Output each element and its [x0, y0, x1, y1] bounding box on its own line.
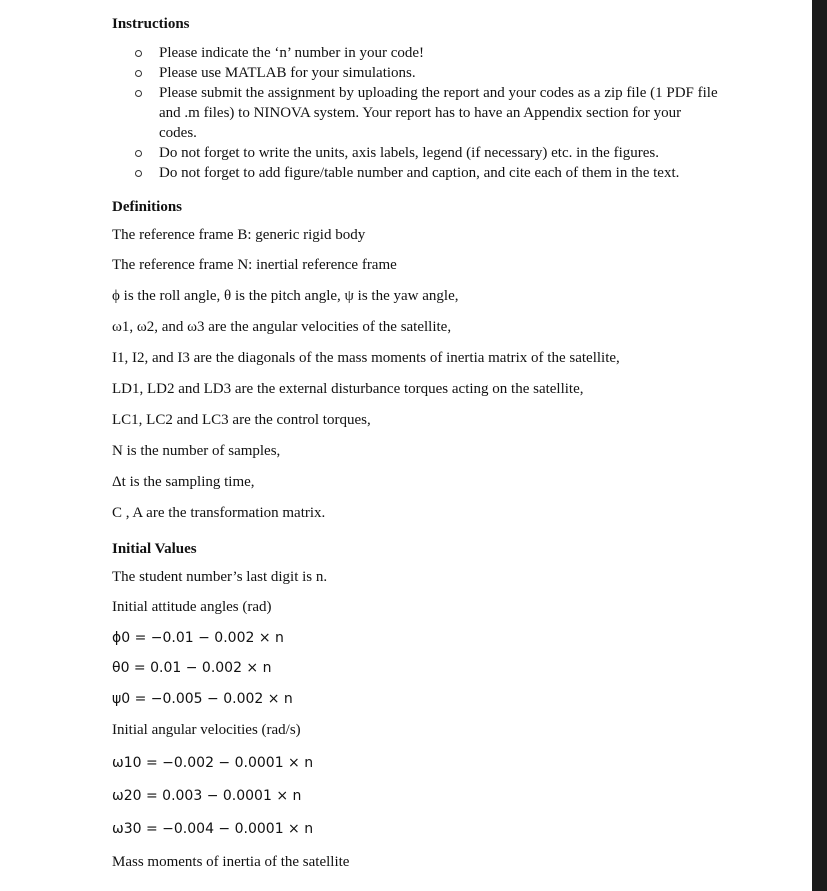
definition-angles: ϕ is the roll angle, θ is the pitch angle, ψ is the yaw angle, — [112, 288, 459, 304]
initial-values-heading: Initial Values — [112, 541, 197, 557]
bullet-icon — [135, 90, 142, 97]
list-item — [112, 43, 424, 63]
definition-transformation: C , A are the transformation matrix. — [112, 505, 326, 521]
list-item — [112, 163, 679, 183]
w10-equation: ω10 = −0.002 − 0.0001 × n — [112, 755, 314, 771]
definition-control-torques: LC1, LC2 and LC3 are the control torques, — [112, 412, 371, 428]
instructions-heading: Instructions — [112, 16, 190, 32]
list-item-text: Do not forget to write the units, axis labels, legend (if necessary) etc. in the figures. — [159, 145, 659, 161]
w30-equation: ω30 = −0.004 − 0.0001 × n — [112, 821, 314, 837]
definition-frame-b: The reference frame B: generic rigid body — [112, 227, 366, 243]
list-item — [112, 63, 416, 83]
list-item-text: Do not forget to add figure/table number and caption, and cite each of them in the text. — [159, 165, 680, 181]
bullet-icon — [135, 170, 142, 177]
definition-inertias: I1, I2, and I3 are the diagonals of the mass moments of inertia matrix of the satellite, — [112, 350, 620, 366]
bullet-icon — [135, 150, 142, 157]
definitions-heading: Definitions — [112, 199, 183, 215]
mass-moments-label: Mass moments of inertia of the satellite — [112, 854, 350, 870]
psi0-equation: ψ0 = −0.005 − 0.002 × n — [112, 691, 293, 707]
definition-frame-n: The reference frame N: inertial reference frame — [112, 257, 397, 273]
list-item-text: Please submit the assignment by uploading the report and your codes as a zip file (1 PDF file and .m files) to NINOVA system. Your report has to have an Appendix section for your codes. — [159, 85, 718, 141]
list-item-text: Please use MATLAB for your simulations. — [159, 65, 416, 81]
definition-sampling-time: Δt is the sampling time, — [112, 474, 255, 490]
theta0-equation: θ0 = 0.01 − 0.002 × n — [112, 660, 272, 676]
definition-samples: N is the number of samples, — [112, 443, 281, 459]
definition-angular-velocities: ω1, ω2, and ω3 are the angular velocities of the satellite, — [112, 319, 452, 335]
list-item — [112, 83, 719, 143]
bullet-icon — [135, 50, 142, 57]
bullet-icon — [135, 70, 142, 77]
angular-velocities-label: Initial angular velocities (rad/s) — [112, 722, 301, 738]
list-item — [112, 143, 659, 163]
phi0-equation: ϕ0 = −0.01 − 0.002 × n — [112, 630, 284, 646]
definition-disturbance-torques: LD1, LD2 and LD3 are the external disturbance torques acting on the satellite, — [112, 381, 584, 397]
w20-equation: ω20 = 0.003 − 0.0001 × n — [112, 788, 302, 804]
attitude-angles-label: Initial attitude angles (rad) — [112, 599, 272, 615]
student-number-line: The student number’s last digit is n. — [112, 569, 328, 585]
list-item-text: Please indicate the ‘n’ number in your code! — [159, 45, 425, 61]
